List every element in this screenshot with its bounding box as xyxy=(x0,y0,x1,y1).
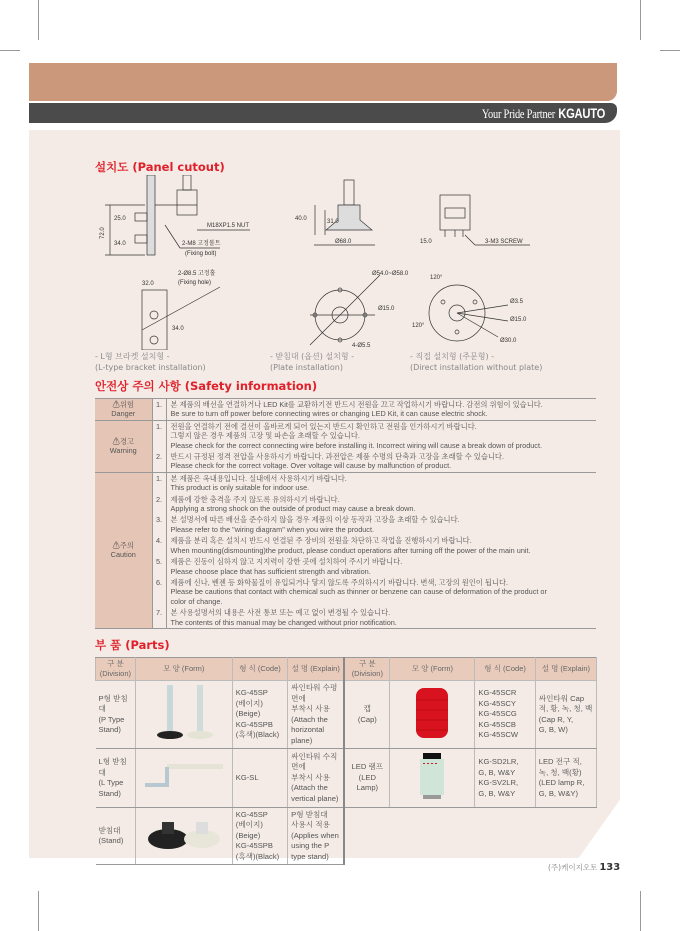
safety-level-warning: ⚠경고 Warning xyxy=(95,420,152,472)
item-number: 2. xyxy=(152,451,166,472)
safety-text: 제품은 진동이 심하지 않고 지지력이 강한 곳에 설치하여 주시기 바랍니다. Please choose place that has sufficient strength and vibration. xyxy=(170,557,403,576)
crop-mark xyxy=(0,50,20,51)
dim-label: Ø54.0~Ø58.0 xyxy=(372,271,409,277)
safety-table xyxy=(95,398,596,629)
cell: P형 받침대 사용시 적용 (Applies when using the P type stand) xyxy=(288,807,345,865)
warning-triangle-icon: ⚠ xyxy=(112,400,120,409)
item-number: 4. xyxy=(152,535,166,556)
dim-label: Ø3.5 xyxy=(510,299,524,305)
cell: 캡 (Cap) xyxy=(344,680,390,749)
safety-text: 제품에 강한 충격을 주지 않도록 유의하시기 바랍니다. Applying a strong shock on the outside of product may cause a break down. xyxy=(170,494,416,514)
safety-row xyxy=(95,535,596,556)
safety-text: 반드시 규정된 정격 전압을 사용하시기 바랍니다. 과전압은 제품 수명의 단축과 고장을 초래할 수 있습니다. Please check for the correct voltage. Over voltage will cause by malfunction of product. xyxy=(166,451,596,472)
dim-label: 4-Ø5.5 xyxy=(352,343,371,349)
dim-label: 34.0 xyxy=(172,326,184,332)
table-row xyxy=(96,807,597,865)
safety-row xyxy=(95,399,596,421)
dim-label: 120° xyxy=(412,323,425,329)
item-number: 7. xyxy=(152,607,166,628)
page-footer: (주)케이지오토 133 xyxy=(548,862,621,873)
led-lamp-image xyxy=(417,751,447,801)
dim-label: 31.0 xyxy=(327,219,339,225)
dim-label: (Fixing bolt) xyxy=(185,251,217,257)
safety-row xyxy=(95,514,596,535)
page-number: 133 xyxy=(599,862,621,873)
safety-title: 안전상 주의 사항 (Safety information) xyxy=(95,379,318,393)
dim-label: Ø15.0 xyxy=(378,306,395,312)
dim-label: 3-M3 SCREW xyxy=(485,239,523,245)
safety-row xyxy=(95,451,596,472)
safety-level-danger: ⚠위험 Danger xyxy=(95,399,152,421)
warning-triangle-icon: ⚠ xyxy=(112,436,120,446)
dim-label: 2-M8 고정볼트 xyxy=(182,241,221,247)
safety-level-caution: ⚠주의 Caution xyxy=(95,472,152,628)
crop-mark xyxy=(38,0,39,40)
dim-label: Ø30.0 xyxy=(500,338,517,344)
crop-mark xyxy=(640,891,641,931)
safety-row xyxy=(95,472,596,493)
safety-text: 제품에 신나, 벤젠 등 화학물질이 유입되거나 닿지 않도록 주의하시기 바랍니다. 변색, 고장의 원인이 됩니다. Please be cautions that contact with chemical such as thinner or benzene can cause of deformation of the product or color of change. xyxy=(170,577,547,606)
header-band xyxy=(29,63,617,101)
dim-label: 32.0 xyxy=(142,281,154,287)
item-number: 1. xyxy=(152,399,166,421)
crop-mark xyxy=(38,891,39,931)
item-number: 2. xyxy=(152,494,166,515)
cell: L형 받침대 (L Type Stand) xyxy=(96,749,136,808)
dim-label: 34.0 xyxy=(114,241,126,247)
cell: KG-45SP (베이지)(Beige) KG-45SPB (흑색)(Black) xyxy=(232,807,287,865)
item-number: 1. xyxy=(152,472,166,493)
dim-label: Ø68.0 xyxy=(335,239,352,245)
item-number: 1. xyxy=(152,420,166,451)
safety-text: 전원을 연결하기 전에 결선이 올바르게 되어 있는지 반드시 확인하고 전원을 인가하시기 바랍니다. 그렇지 않은 경우 제품의 고장 및 파손을 초래할 수 있습니다. Please check for the correct connecting wire before installing it. Incorrect wiring will cause a break down of product. xyxy=(166,420,596,451)
crop-mark xyxy=(640,0,641,40)
panel-cutout-title: 설치도 (Panel cutout) xyxy=(95,160,225,174)
safety-text: 본 설명서에 따른 배선을 준수하지 않을 경우 제품의 이상 동작과 고장을 초래할 수 있습니다. Please refer to the "wiring diagram" when you wire the product. xyxy=(170,515,460,534)
cell: LED 전구 적, 녹, 청, 백(황) (LED lamp R, G, B, W&Y) xyxy=(535,749,596,808)
safety-row xyxy=(95,420,596,451)
safety-row xyxy=(95,556,596,577)
safety-text: 본 제품의 배선을 연결하거나 LED Kit를 교환하기전 반드시 전원을 끄고 작업하시기 바랍니다. 감전의 위험이 있습니다. Be sure to turn off power before connecting wires or changing LED Kit, it can cause electric shock. xyxy=(166,399,596,421)
cell: KG-SL xyxy=(232,749,287,808)
p-type-stand-image xyxy=(144,683,224,743)
dim-label: 15.0 xyxy=(420,239,432,245)
caption-l-bracket: - L형 브라켓 설치형 - (L-type bracket installation) xyxy=(95,352,206,372)
stand-image xyxy=(144,817,224,852)
dim-label: Ø15.0 xyxy=(510,317,527,323)
lower-sections xyxy=(95,379,596,865)
safety-text: 제품을 분리 혹은 설치시 반드시 연결된 주 장비의 전원을 차단하고 작업을 진행하시기 바랍니다. When mounting(dismounting)the product, please conduct operations after turning off the power of the main unit. xyxy=(170,536,531,555)
cell: 싸인타워 수평면에 부착시 사용 (Attach the horizontal plane) xyxy=(288,680,345,749)
cell: KG-45SCR KG-45SCY KG-45SCG KG-45SCB KG-45SCW xyxy=(475,680,535,749)
item-number: 3. xyxy=(152,514,166,535)
cell: 싸인타워 Cap 적, 황, 녹, 청, 백 (Cap R, Y, G, B, W) xyxy=(535,680,596,749)
table-row xyxy=(96,749,597,808)
safety-text: 본 제품은 옥내용입니다. 실내에서 사용하시기 바랍니다. This product is only suitable for indoor use. xyxy=(166,472,596,493)
cap-image xyxy=(412,685,452,740)
cell: KG-45SP (베이지)(Beige) KG-45SPB (흑색)(Black) xyxy=(232,680,287,749)
dim-label: 72.0 xyxy=(100,227,106,239)
cell: 싸인타워 수직면에 부착시 사용 (Attach the vertical plane) xyxy=(288,749,345,808)
brand-logo: KGAUTO xyxy=(558,105,605,121)
panel-cutout-drawings xyxy=(90,175,610,350)
dim-label: 25.0 xyxy=(114,216,126,222)
caption-direct: - 직접 설치형 (주문형) - (Direct installation without plate) xyxy=(410,352,543,372)
crop-mark xyxy=(660,50,680,51)
dim-label: 120° xyxy=(430,275,443,281)
slogan-text: Your Pride Partner xyxy=(481,106,555,121)
dim-label: 40.0 xyxy=(295,216,307,222)
parts-table xyxy=(95,657,597,866)
item-number: 5. xyxy=(152,556,166,577)
cell: KG-SD2LR, G, B, W&Y KG-SV2LR, G, B, W&Y xyxy=(475,749,535,808)
dim-label: 2-Ø8.5 고정홀 xyxy=(178,271,216,277)
slogan xyxy=(482,105,605,122)
safety-row xyxy=(95,494,596,515)
cell: P형 받침대 (P Type Stand) xyxy=(96,680,136,749)
caption-plate: - 받침대 (옵션) 설치형 - (Plate installation) xyxy=(270,352,355,372)
parts-title: 부 품 (Parts) xyxy=(95,637,170,652)
header-dark-band xyxy=(29,103,617,123)
safety-text: 본 사용설명서의 내용은 사전 통보 또는 예고 없이 변경될 수 있습니다. The contents of this manual may be changed without prior notification. xyxy=(166,607,596,628)
cell: LED 램프 (LED Lamp) xyxy=(344,749,390,808)
cell: 받침대 (Stand) xyxy=(96,807,136,865)
safety-row xyxy=(95,607,596,628)
table-row xyxy=(96,680,597,749)
warning-triangle-icon: ⚠ xyxy=(112,540,120,550)
dim-label: (Fixing hole) xyxy=(178,280,212,286)
item-number: 6. xyxy=(152,577,166,607)
safety-row xyxy=(95,577,596,607)
dim-label: M18XP1.5 NUT xyxy=(207,223,250,229)
parts-header-row: 구 분 (Division) 모 양 (Form) 형 식 (Code) 설 명 (Explain) 구 분 (Division) 모 양 (Form) 형 식 (Code) 설 명 (Explain) xyxy=(96,657,597,680)
l-type-stand-image xyxy=(139,759,229,794)
